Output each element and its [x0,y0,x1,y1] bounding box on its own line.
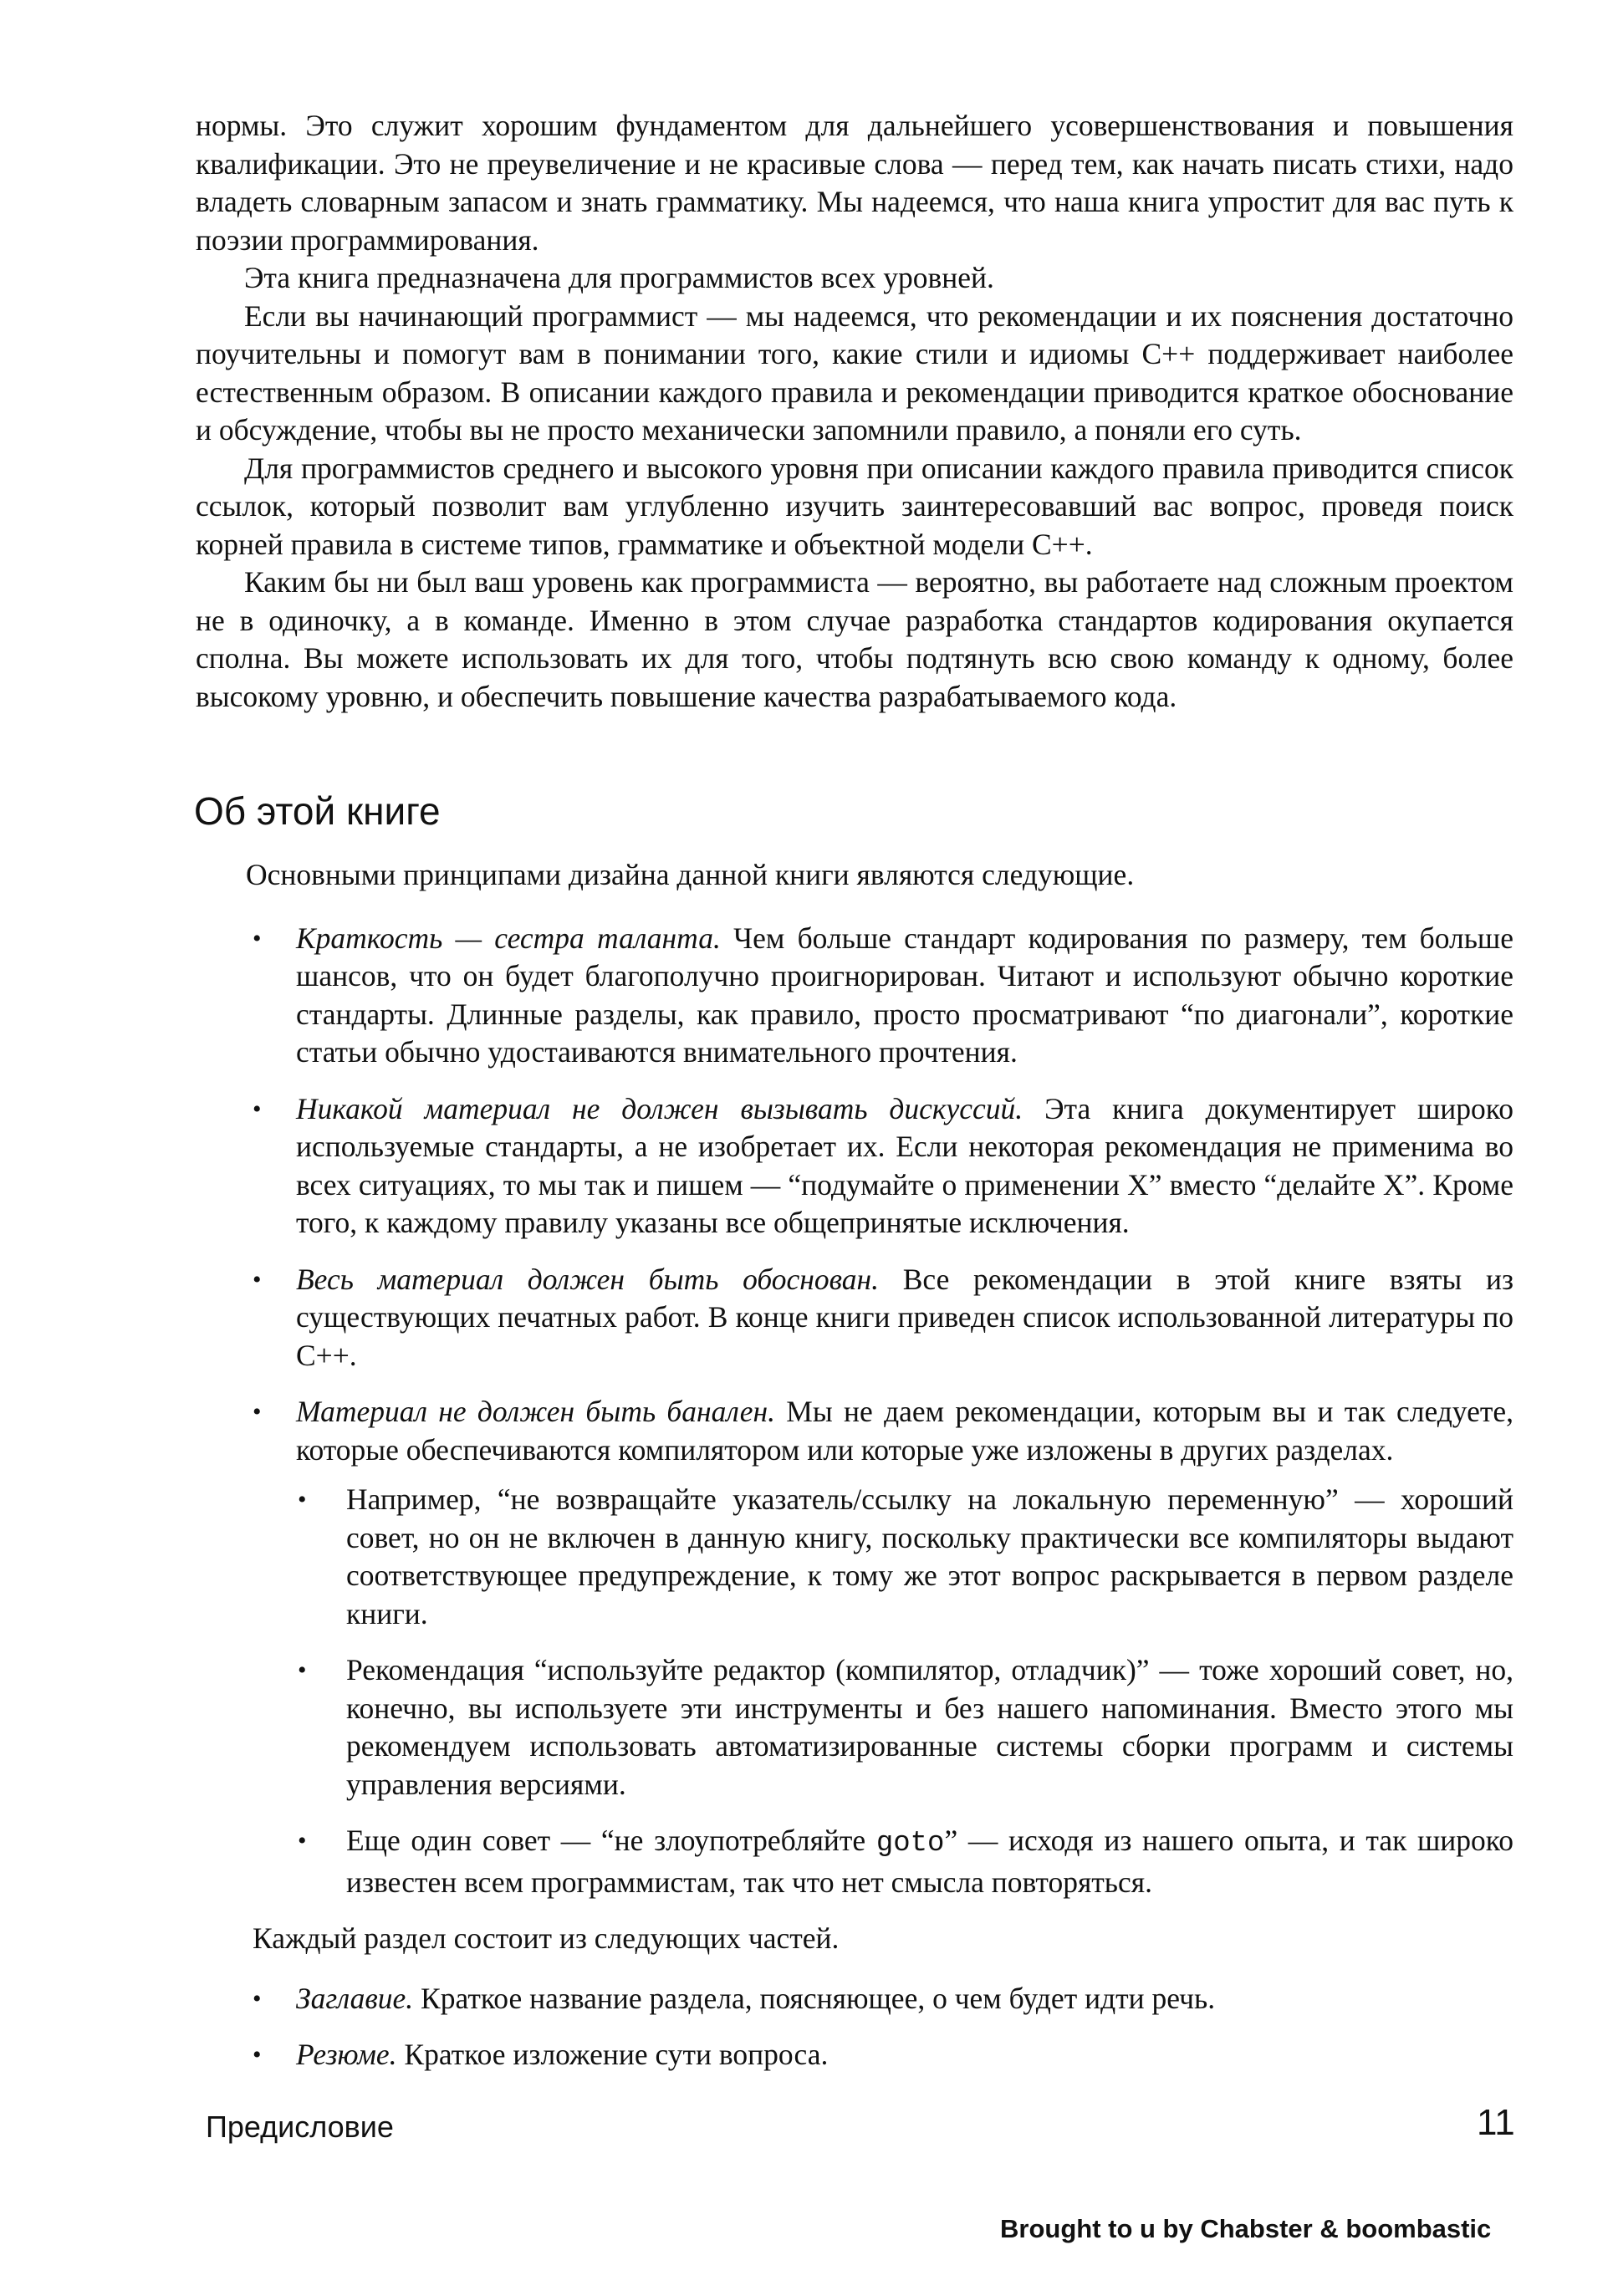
bullet-icon: • [253,1265,262,1293]
opening-text [196,107,1513,716]
bullet-icon: • [253,924,262,952]
examples-list [296,1481,1513,1901]
principle-text: Эта книга документирует широко используемые стандарты, а не изобретает их. Если некоторая рекомендация не применима во всех ситуациях, то мы так и пишем — “подумайте о применении X” вместо “делайте X”. Кроме того, к каждому правилу указаны все общепринятые исключения. [296,1091,1513,1239]
list-item [196,920,1513,1072]
paragraph-3: Если вы начинающий программист — мы надеемся, что рекомендации и их пояснения достаточно поучительны и помогут вам в понимании того, какие стили и идиомы C++ поддерживает наиболее естественным образом. В описании каждого правила и рекомендации приводится краткое обоснование и обсуждение, чтобы вы не просто механически запомнили правило, а поняли его суть. [196,298,1513,446]
list-item [196,2036,1513,2074]
principle-lead: Материал не должен быть банален. [296,1395,775,1428]
bullet-icon: • [298,1486,307,1513]
list-item [296,1651,1513,1804]
list-item [296,1822,1513,1901]
footer-page-number: 11 [1477,2102,1515,2143]
footer-chapter: Предисловие [206,2110,394,2144]
list-item [196,1090,1513,1242]
code-goto: goto [875,1828,945,1860]
section-heading: Об этой книге [194,789,441,833]
paragraph-1: нормы. Это служит хорошим фундаментом для дальнейшего усовершенствования и повышения квалификации. Это не преувеличение и не красивые слова — перед тем, как начать писать стихи, надо владеть словарным запасом и знать грамматику. Мы надеемся, что наша книга упростит для вас путь к поэзии программирования. [196,109,1513,257]
section-body [196,856,1513,2093]
principle-text: Мы не даем рекомендации, которым вы и так следуете, которые обеспечиваются компилятором или которые уже изложены в других разделах. [296,1395,1513,1467]
paragraph-4: Для программистов среднего и высокого уровня при описании каждого правила приводится список ссылок, который позволит вам углубленно изучить заинтересовавший вас вопрос, проведя поиск корней правила в системе типов, грамматике и объектной модели C++. [196,451,1513,561]
bullet-icon: • [253,2041,262,2069]
bullet-icon: • [253,1094,262,1123]
principle-text: Все рекомендации в этой книге взяты из существующих печатных работ. В конце книги приведен список использованной литературы по C++. [296,1262,1513,1372]
paragraph-5: Каким бы ни был ваш уровень как программиста — вероятно, вы работаете над сложным проектом не в одиночку, а в команде. Именно в этом случае разработка стандартов кодирования окупается сполна. Вы можете использовать их для того, чтобы подтянуть всю свою команду к одному, более высокому уровню, и обеспечить повышение качества разрабатываемого кода. [196,565,1513,713]
section-intro: Основными принципами дизайна данной книги являются следующие. [246,858,1135,891]
part-text: Краткое изложение сути вопроса. [396,2038,829,2071]
parts-intro: Каждый раздел состоит из следующих частей. [253,1921,840,1955]
bullet-icon: • [253,1398,262,1426]
part-lead: Заглавие. [296,1981,414,2015]
list-item [196,1980,1513,2018]
example-text-before: Еще один совет — “не злоупотребляйте [346,1824,876,1857]
principle-lead: Весь материал должен быть обоснован. [296,1262,880,1296]
principle-lead: Краткость — сестра таланта. [296,921,721,955]
example-text-after: ” — исходя из нашего опыта, и так широко известен всем программистам, так что нет смысла повторяться. [346,1824,1514,1899]
principle-lead: Никакой материал не должен вызывать дискуссий. [296,1091,1023,1125]
paragraph-2: Эта книга предназначена для программистов всех уровней. [244,261,994,294]
parts-list [196,1980,1513,2074]
list-item [196,1261,1513,1375]
list-item [296,1481,1513,1633]
bullet-icon: • [253,1984,262,2013]
credit-line: Brought to u by Chabster & boombastic [1000,2214,1492,2243]
bullet-icon: • [298,1827,307,1855]
part-text: Краткое название раздела, поясняющее, о чем будет идти речь. [413,1981,1216,2015]
example-text: Рекомендация “используйте редактор (компилятор, отладчик)” — тоже хороший совет, но, конечно, вы используете эти инструменты и без нашего напоминания. Вместо этого мы рекомендуем использовать автоматизированные системы сборки программ и системы управления версиями. [346,1653,1513,1801]
list-item [196,1393,1513,1901]
part-lead: Резюме. [296,2038,397,2071]
example-text: Например, “не возвращайте указатель/ссылку на локальную переменную” — хороший совет, но он не включен в данную книгу, поскольку практически все компиляторы выдают соответствующее предупреждение, к тому же этот вопрос раскрывается в первом разделе книги. [346,1482,1513,1630]
principle-text: Чем больше стандарт кодирования по размеру, тем больше шансов, что он будет благополучно проигнорирован. Читают и используют обычно короткие стандарты. Длинные разделы, как правило, просто просматривают “по диагонали”, короткие статьи обычно удостаиваются внимательного прочтения. [296,921,1514,1069]
principles-list [196,920,1513,1902]
bullet-icon: • [298,1656,307,1684]
